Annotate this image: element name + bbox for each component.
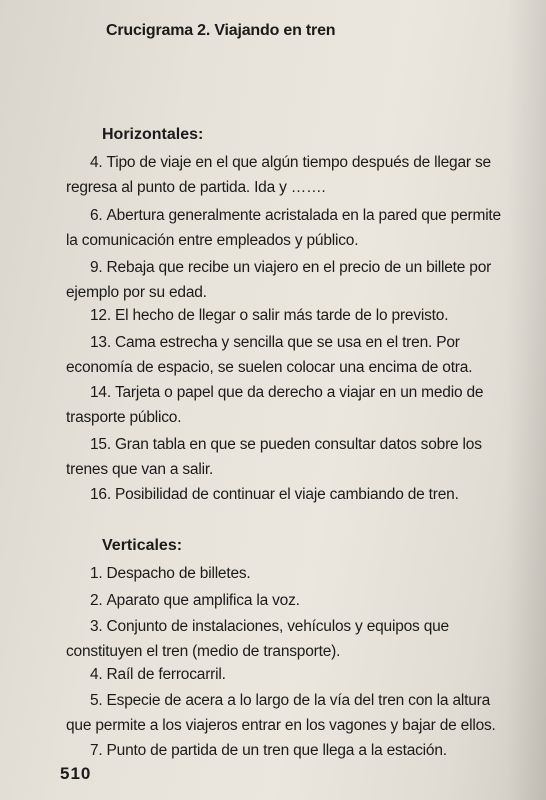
clue-horizontal-6 (66, 203, 516, 253)
clue-number: 4. (90, 154, 103, 171)
clue-number: 16. (90, 486, 111, 503)
clue-horizontal-4 (66, 150, 516, 200)
clue-text: Especie de acera a lo largo de la vía del tren con la altura que permite a los viajeros entrar en los vagones y bajar de ellos. (66, 692, 496, 734)
clue-number: 9. (90, 259, 103, 276)
clue-text: Gran tabla en que se pueden consultar datos sobre los trenes que van a salir. (66, 436, 482, 478)
clue-text: Cama estrecha y sencilla que se usa en el tren. Por economía de espacio, se suelen colocar una encima de otra. (66, 334, 473, 376)
clue-horizontal-13 (66, 330, 516, 380)
clue-number: 15. (90, 436, 111, 453)
verticales-heading: Verticales: (102, 537, 183, 554)
clue-number: 12. (90, 307, 111, 324)
clue-horizontal-9 (66, 255, 516, 305)
clue-text: Rebaja que recibe un viajero en el precio de un billete por ejemplo por su edad. (66, 259, 492, 301)
clue-text: Tarjeta o papel que da derecho a viajar en un medio de trasporte público. (66, 384, 484, 426)
clue-vertical-2 (66, 588, 516, 613)
clue-number: 3. (90, 618, 103, 635)
clue-number: 2. (90, 592, 103, 609)
clue-text: Abertura generalmente acristalada en la pared que permite la comunicación entre empleados y público. (66, 207, 501, 249)
clue-text: Posibilidad de continuar el viaje cambiando de tren. (114, 486, 459, 503)
page-title: Crucigrama 2. Viajando en tren (106, 22, 336, 39)
clue-text: El hecho de llegar o salir más tarde de lo previsto. (114, 307, 449, 324)
clue-number: 6. (90, 207, 103, 224)
clue-vertical-1 (66, 561, 516, 586)
clue-vertical-3 (66, 614, 516, 664)
horizontales-heading: Horizontales: (102, 126, 204, 143)
page-number: 510 (60, 764, 92, 783)
clue-vertical-7 (66, 738, 516, 763)
clue-horizontal-16 (66, 482, 516, 507)
clue-number: 5. (90, 692, 103, 709)
clue-text: Punto de partida de un tren que llega a la estación. (106, 742, 447, 759)
clue-vertical-5 (66, 688, 516, 738)
clue-text: Raíl de ferrocarril. (106, 666, 226, 683)
clue-vertical-4 (66, 662, 516, 687)
clue-text: Conjunto de instalaciones, vehículos y equipos que constituyen el tren (medio de transporte). (66, 618, 449, 660)
clue-number: 14. (90, 384, 111, 401)
clue-horizontal-14 (66, 380, 516, 430)
clue-text: Aparato que amplifica la voz. (106, 592, 300, 609)
clue-number: 4. (90, 666, 103, 683)
clue-number: 7. (90, 742, 103, 759)
clue-text: Tipo de viaje en el que algún tiempo después de llegar se regresa al punto de partida. Ida y ……. (66, 154, 491, 196)
clue-text: Despacho de billetes. (106, 565, 251, 582)
clue-number: 13. (90, 334, 111, 351)
clue-horizontal-12 (66, 303, 516, 328)
clue-horizontal-15 (66, 432, 516, 482)
clue-number: 1. (90, 565, 103, 582)
